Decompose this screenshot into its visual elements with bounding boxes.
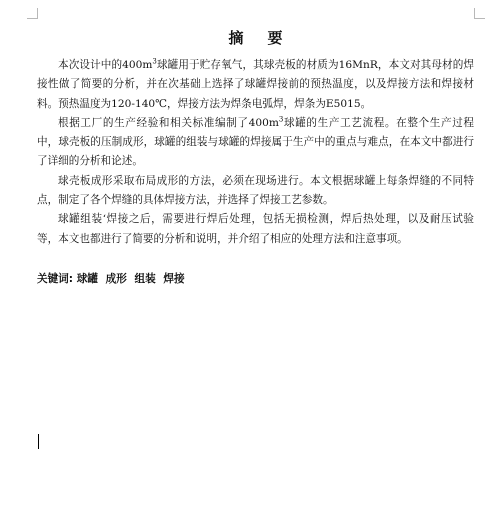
paragraph-2-text-b: 球罐的生产工艺流程。在整个生产过程中，球壳板的压制成形，球罐的组装与球罐的焊接属于生产中的重点与难点，在本文中都进行了详细的分析和论述。: [37, 116, 475, 168]
paragraph-2-text-a: 根据工厂的生产经验和相关标准编制了400m: [58, 116, 279, 129]
paragraph-1-superscript: 3: [152, 57, 157, 66]
paragraph-4-text: 球罐组装‘焊接之后，需要进行焊后处理，包括无损检测，焊后热处理，以及耐压试验等，本文也都进行了简要的分析和说明，并介绍了相应的处理方法和注意事项。: [37, 213, 474, 245]
abstract-paragraph-3: [37, 172, 474, 211]
keyword-item: 球罐: [76, 272, 98, 285]
paragraph-3-text: 球壳板成形采取布局成形的方法，必须在现场进行。本文根据球罐上每条焊缝的不同特点，制定了各个焊缝的具体焊接方法，并选择了焊接工艺参数。: [37, 174, 474, 207]
keyword-item: 组装: [134, 272, 156, 285]
abstract-paragraph-4: [37, 210, 474, 249]
keyword-item: 成形: [105, 272, 127, 285]
document-body[interactable]: [37, 28, 474, 289]
crop-mark-top-left: [27, 8, 38, 19]
abstract-paragraph-1: [37, 56, 474, 114]
paragraph-1-text-b: 球罐用于贮存氧气，其球壳板的材质为16MnR，本文对其母材的焊接性做了简要的分析，并在次基础上选择了球罐焊接前的预热温度，以及焊接方法和焊接材料。预热温度为120-140℃，焊接方法为焊条电弧焊，焊条为E5015。: [37, 59, 475, 110]
crop-mark-top-right: [474, 8, 485, 19]
paragraph-1-text-a: 本次设计中的400m: [58, 59, 153, 71]
text-cursor[interactable]: [38, 434, 39, 449]
keywords-label: 关键词:: [37, 272, 74, 285]
abstract-title: 摘要: [228, 29, 307, 47]
keywords-line: [37, 270, 474, 289]
paragraph-2-superscript: 3: [278, 115, 284, 124]
keyword-item: 焊接: [163, 272, 185, 285]
abstract-paragraph-2: [37, 114, 474, 172]
